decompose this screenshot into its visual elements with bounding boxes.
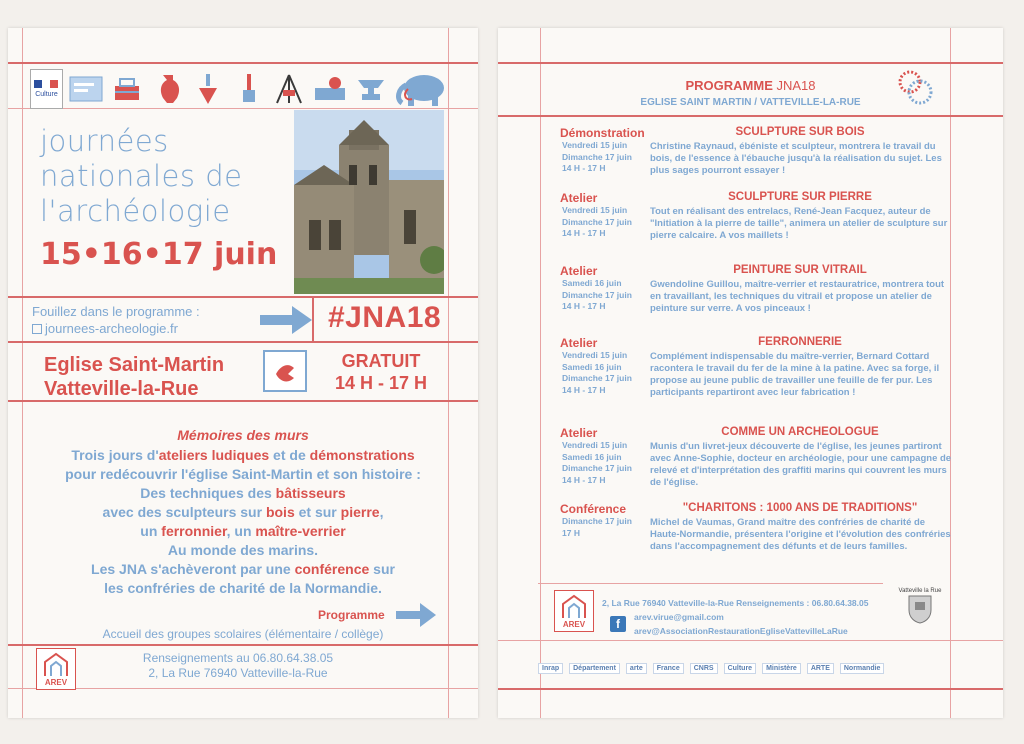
anvil-icon — [353, 70, 388, 108]
venue-line: Eglise Saint-Martin — [44, 354, 225, 376]
grid-line — [8, 62, 478, 64]
programme-event — [560, 426, 960, 506]
body-line: Au monde des marins. — [167, 542, 319, 558]
phone-line: Renseignements au 06.80.64.38.05 — [142, 651, 334, 665]
title-line: journées — [40, 124, 169, 158]
event-type: Démonstration — [560, 126, 645, 140]
hashtag: #JNA18 — [328, 301, 442, 334]
event-dates: Dimanche 17 juin 17 H — [562, 516, 632, 538]
event-type: Atelier — [560, 264, 598, 278]
event-title: SCULPTURE SUR BOIS — [735, 126, 865, 138]
event-description: Munis d'un livret-jeux découverte de l'église, les jeunes partiront avec Anne-Sophie, docteur en archéologie, pour une campagne de relevé et d'interprétation des graffiti marins qui couvrent les murs de l'église. — [650, 441, 952, 488]
event-description: Michel de Vaumas, Grand maître des confréries de charité de Haute-Normandie, présentera l'origine et l'évolution des confréries dans l'accompagnement des défunts et de leurs familles. — [650, 517, 951, 552]
grid-line — [498, 115, 1003, 117]
trowel-icon — [191, 70, 226, 108]
toolbox-icon — [110, 70, 145, 108]
event-description: Gwendoline Guillou, maître-verrier et restauratrice, montrera tout en travaillant, les techniques du vitrail et propose un atelier de peinture sur verre. A vos pinceaux ! — [650, 279, 945, 314]
grid-line — [498, 62, 1003, 64]
website-link[interactable]: journees-archeologie.fr — [32, 321, 178, 336]
arev-logo: AREV — [36, 648, 76, 690]
arrow-right-icon — [394, 602, 438, 628]
programme-subtitle: EGLISE SAINT MARTIN / VATTEVILLE-LA-RUE — [640, 97, 861, 108]
arrow-right-icon — [258, 304, 314, 336]
grid-line — [22, 28, 23, 718]
tripod-icon — [272, 70, 307, 108]
hand-icon — [263, 350, 307, 392]
facebook-icon[interactable]: f — [610, 616, 626, 632]
sponsor-logo: ARTE — [807, 663, 834, 674]
event-title: FERRONNERIE — [758, 336, 842, 348]
event-description: Complément indispensable du maître-verrier, Bernard Cottard racontera le travail du fer de la mine à la patine. Avec sa forge, il propose au jeune public de travailler une feuille de fer pur. Les participants repartiront avec leur fabrication ! — [650, 351, 940, 398]
ministry-logo: Culture — [30, 69, 63, 109]
section-body — [28, 446, 458, 598]
email-link[interactable]: arev.virue@gmail.com — [634, 612, 724, 622]
grid-line — [498, 688, 1003, 690]
programme-event — [560, 126, 960, 196]
body-line: Des techniques des bâtisseurs — [140, 485, 346, 501]
web-icon — [32, 324, 42, 334]
event-description: Tout en réalisant des entrelacs, René-Jean Facquez, auteur de "Initiation à la pierre de taille", animera un atelier de sculpture sur pierre calcaire. A vos maillets ! — [650, 206, 948, 241]
ticket-icon — [69, 70, 104, 108]
church-photo — [294, 110, 444, 294]
icons-row — [30, 66, 450, 112]
event-type: Atelier — [560, 426, 598, 440]
sponsor-logo: Normandie — [840, 663, 885, 674]
grid-line — [540, 28, 541, 718]
left-page — [8, 28, 478, 718]
facebook-link[interactable]: arev@AssociationRestaurationEgliseVattevilleLaRue — [634, 626, 848, 636]
body-line: un ferronnier, un maître-verrier — [140, 523, 346, 539]
event-title: SCULPTURE SUR PIERRE — [728, 191, 872, 203]
event-dates: Vendredi 15 juin Samedi 16 juin Dimanche 17 juin 14 H - 17 H — [562, 350, 632, 395]
programme-label: Programme — [318, 608, 385, 622]
sponsor-logo: Département — [569, 663, 620, 674]
programme-event — [560, 264, 960, 334]
title-line: l'archéologie — [40, 194, 231, 228]
sponsor-logo: Inrap — [538, 663, 563, 674]
footer-address: 2, La Rue 76940 Vatteville-la-Rue Renseignements : 06.80.64.38.05 — [602, 598, 869, 608]
lab-icon — [313, 70, 348, 108]
venue — [44, 353, 224, 401]
title-line: nationales de — [40, 159, 243, 193]
event-title: PEINTURE SUR VITRAIL — [733, 264, 867, 276]
event-dates: Samedi 16 juin Dimanche 17 juin 14 H - 17 H — [562, 278, 632, 311]
programme-title: PROGRAMME JNA18 — [685, 78, 816, 93]
amphora-icon — [150, 70, 185, 108]
school-groups-note: Accueil des groupes scolaires (élémentaire / collège) — [102, 627, 384, 641]
event-type: Atelier — [560, 336, 598, 350]
mammoth-icon — [394, 70, 450, 108]
body-line: les confréries de charité de la Normandie. — [104, 580, 382, 596]
jna-logo-icon — [896, 68, 936, 108]
event-dates: Vendredi 15 juin Dimanche 17 juin 14 H - 17 H — [562, 140, 632, 173]
grid-line — [538, 583, 883, 584]
contact-info — [98, 651, 378, 681]
event-dates: Vendredi 15 juin Samedi 16 juin Dimanche 17 juin 14 H - 17 H — [562, 440, 632, 485]
address-line: 2, La Rue 76940 Vatteville-la-Rue — [148, 666, 328, 680]
sponsor-logo: arte — [626, 663, 647, 674]
free-label: GRATUIT — [341, 351, 421, 371]
right-page — [498, 28, 1003, 718]
grid-line — [448, 28, 449, 718]
body-line: Les JNA s'achèveront par une conférence sur — [91, 561, 395, 577]
event-dates: 15•16•17 juin — [40, 237, 278, 272]
grid-line — [8, 644, 478, 646]
sponsors-row — [538, 648, 978, 688]
sponsor-logo: Culture — [724, 663, 757, 674]
town-crest: Vatteville la Rue — [898, 588, 942, 648]
event-dates: Vendredi 15 juin Dimanche 17 juin 14 H - 17 H — [562, 205, 632, 238]
grid-line — [8, 341, 478, 343]
event-title: COMME UN ARCHEOLOGUE — [721, 426, 879, 438]
arev-logo: AREV — [554, 590, 594, 632]
event-type: Atelier — [560, 191, 598, 205]
body-line: avec des sculpteurs sur bois et sur pierre, — [102, 504, 384, 520]
admission-info — [326, 350, 436, 394]
programme-event — [560, 191, 960, 261]
body-line: pour redécouvrir l'église Saint-Martin et son histoire : — [65, 466, 421, 482]
sponsor-logo: France — [653, 663, 684, 674]
body-line: Trois jours d'ateliers ludiques et de démonstrations — [71, 447, 415, 463]
sponsor-logo: Ministère — [762, 663, 801, 674]
event-title-block — [40, 124, 290, 279]
programme-event — [560, 502, 960, 577]
grid-line — [8, 296, 478, 298]
section-title: Mémoires des murs — [177, 427, 309, 443]
search-label: Fouillez dans le programme : — [32, 304, 200, 319]
event-type: Conférence — [560, 502, 627, 516]
venue-line: Vatteville-la-Rue — [44, 378, 199, 400]
grid-line — [8, 688, 478, 689]
brush-icon — [231, 70, 266, 108]
event-title: "CHARITONS : 1000 ANS DE TRADITIONS" — [682, 502, 918, 514]
event-description: Christine Raynaud, ébéniste et sculpteur, montrera le travail du bois, de l'essence à l'ébauche jusqu'à la réalisation du sujet. Les plus sages pourront essayer ! — [650, 141, 942, 176]
opening-hours: 14 H - 17 H — [334, 373, 428, 393]
sponsor-logo: CNRS — [690, 663, 718, 674]
programme-event — [560, 336, 960, 421]
